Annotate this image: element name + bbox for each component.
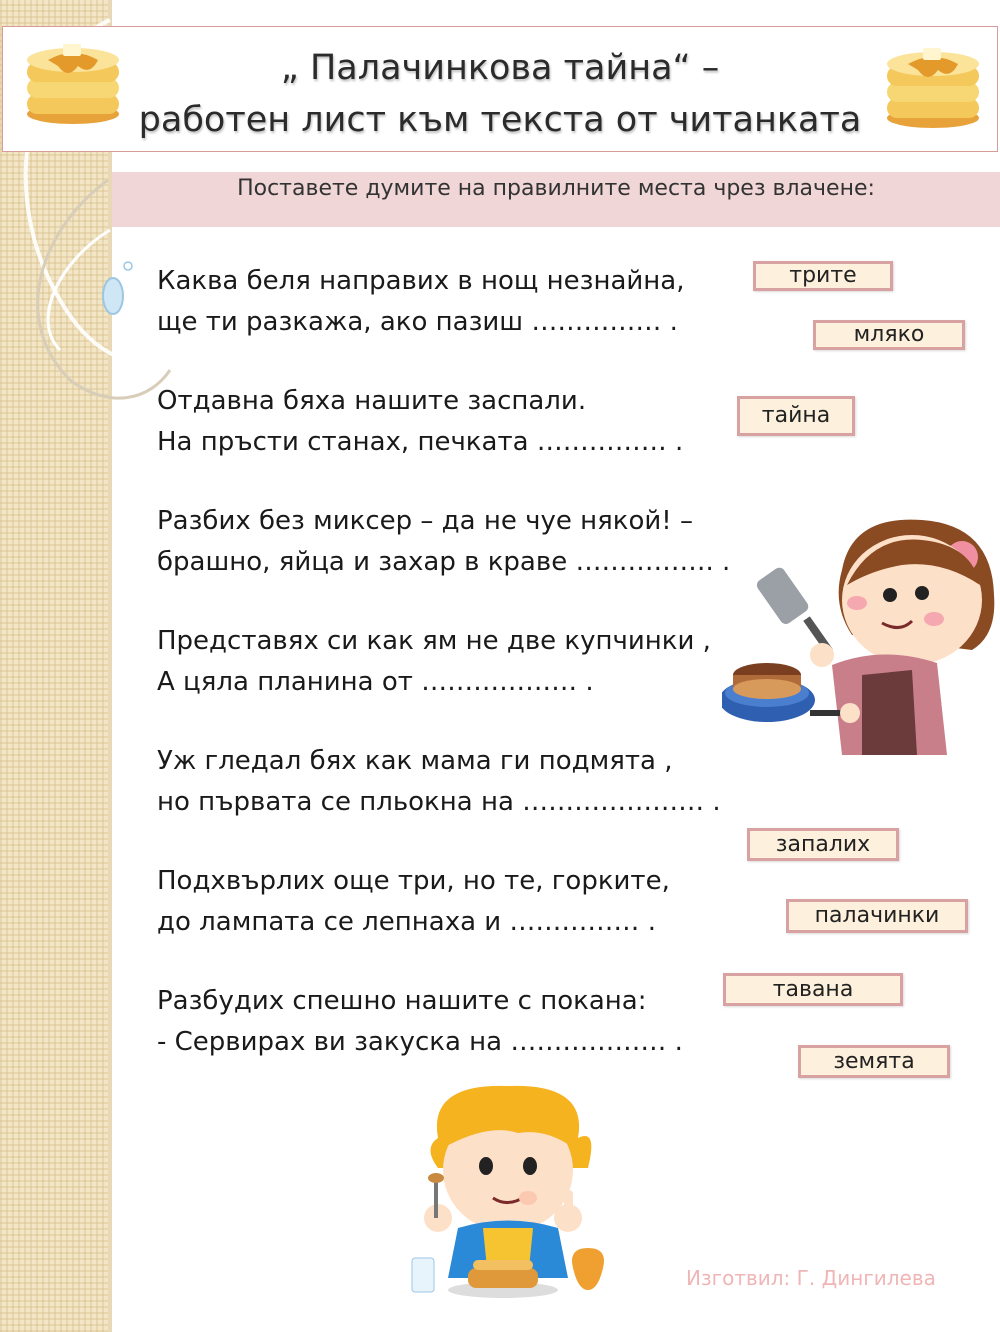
boy-eating-pancakes-illustration (398, 1078, 628, 1303)
page-title-line-2: работен лист към текста от читанката (138, 100, 862, 140)
verse-line: до лампата се лепнаха и …………… . (157, 907, 656, 937)
author-credit: Изготвил: Г. Дингилева (686, 1266, 936, 1290)
verse-line: - Сервирах ви закуска на ……………… . (157, 1027, 683, 1057)
verse-line: Отдавна бяха нашите заспали. (157, 386, 587, 416)
verse-line: брашно, яйца и захар в краве ……………. . (157, 547, 731, 577)
word-tile-zemyata[interactable]: земята (798, 1045, 950, 1078)
verse-line: Подхвърлих още три, но те, горките, (157, 866, 670, 896)
page-title-line-1: „ Палачинкова тайна“ – (280, 48, 720, 88)
verse-line: Уж гледал бях как мама ги подмята , (157, 746, 673, 776)
verse-line: Разбудих спешно нашите с покана: (157, 986, 647, 1016)
word-tile-tayna[interactable]: тайна (737, 396, 855, 436)
word-tile-trite[interactable]: трите (753, 261, 893, 291)
verse-line: Каква беля направих в нощ незнайна, (157, 266, 685, 296)
word-tile-tavana[interactable]: тавана (723, 973, 903, 1006)
girl-cooking-pancakes-illustration (722, 515, 1000, 755)
verse-line: Разбих без миксер – да не чуе някой! – (157, 506, 693, 536)
verse-line: Представях си как ям не две купчинки , (157, 626, 711, 656)
verse-line: А цяла планина от ……………… . (157, 667, 594, 697)
instruction-text: Поставете думите на правилните места чрез влачене: (237, 176, 875, 201)
verse-line: но първата се пльокна на ………………… . (157, 787, 721, 817)
word-tile-mlyako[interactable]: мляко (813, 320, 965, 350)
verse-line: На пръсти станах, печката …………… . (157, 427, 684, 457)
word-tile-palachinki[interactable]: палачинки (786, 899, 968, 933)
verse-line: ще ти разкажа, ако пазиш …………… . (157, 307, 678, 337)
word-tile-zapalih[interactable]: запалих (747, 828, 899, 861)
